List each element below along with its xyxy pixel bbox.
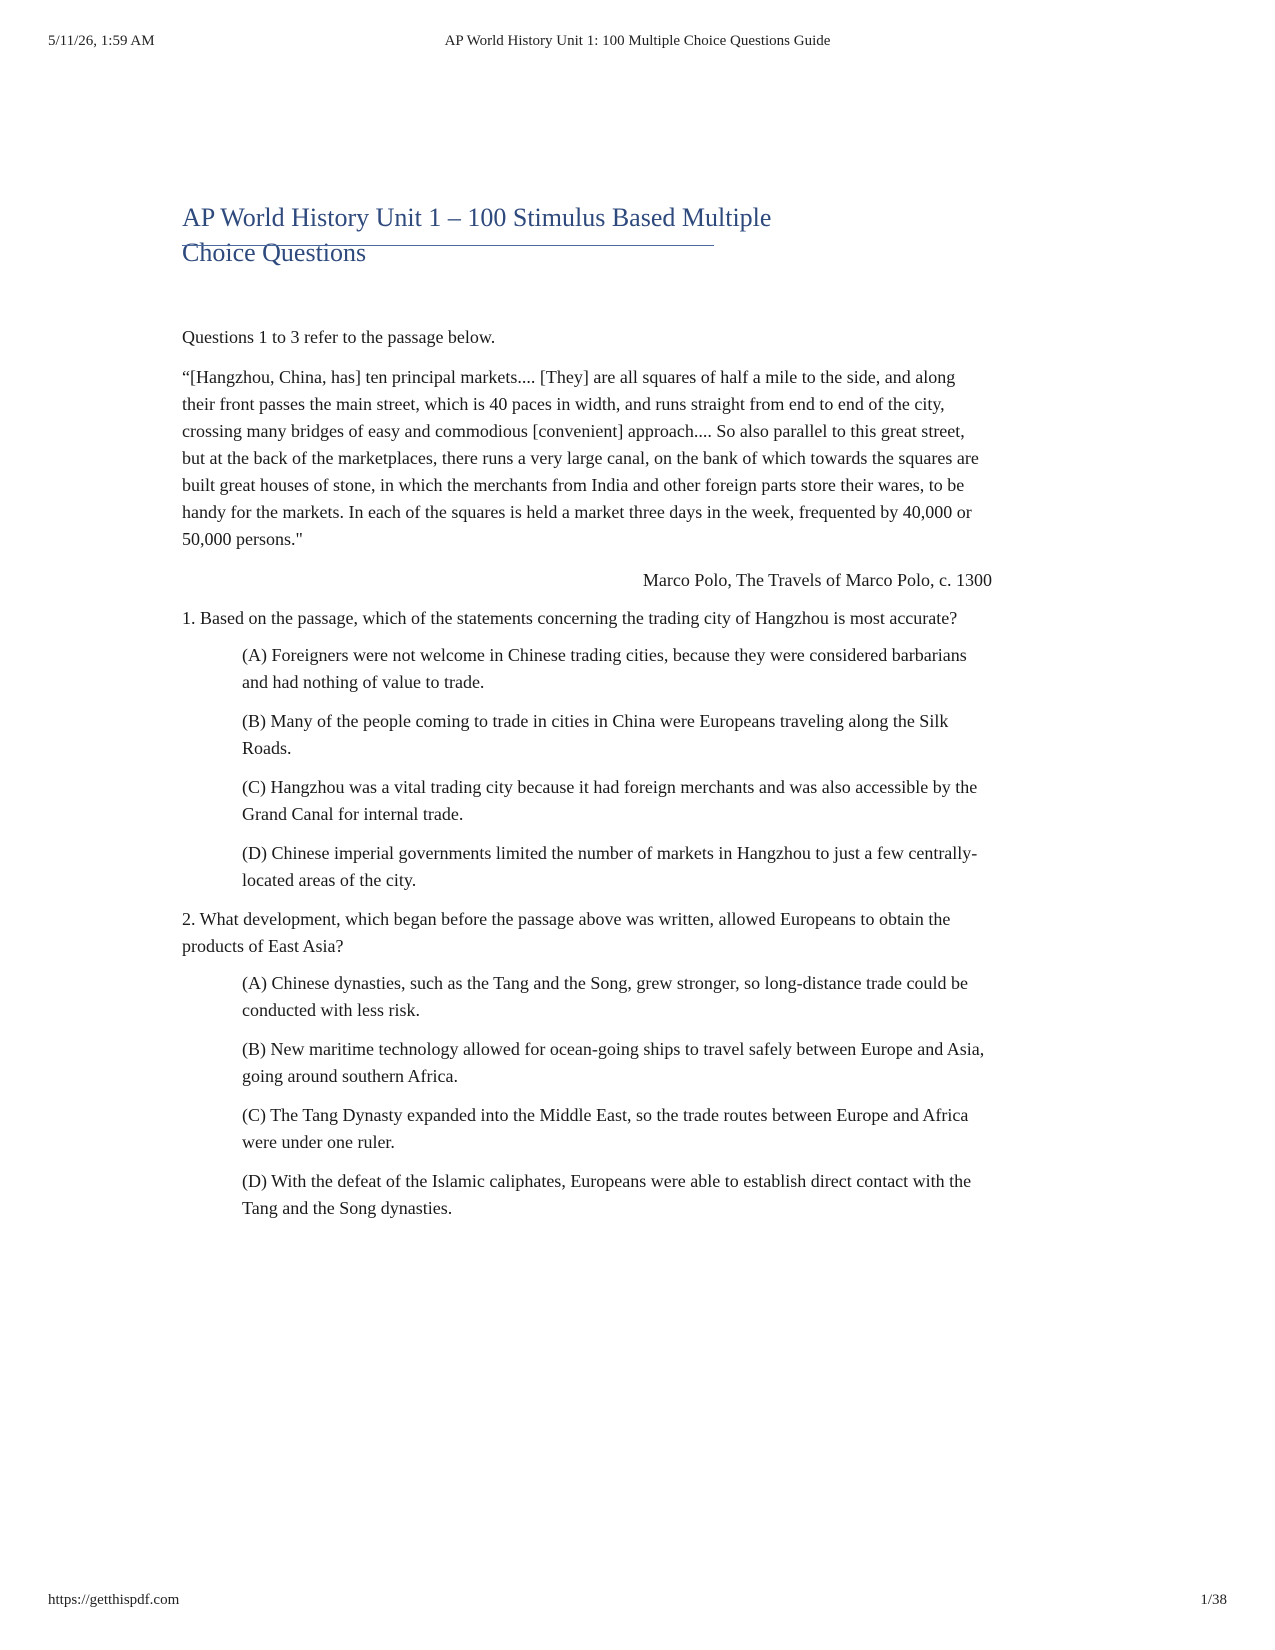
page-title: AP World History Unit 1 – 100 Stimulus Based Multiple Choice Questions — [182, 203, 772, 267]
choice-c: (C) Hangzhou was a vital trading city because it had foreign merchants and was also accessible by the Grand Canal for internal trade. — [242, 777, 978, 824]
document-content — [182, 200, 992, 1234]
answer-choices — [242, 642, 992, 894]
print-url: https://getthispdf.com — [48, 1592, 180, 1608]
choice-d: (D) With the defeat of the Islamic caliphates, Europeans were able to establish direct contact with the Tang and the Song dynasties. — [242, 1171, 972, 1218]
question-2 — [182, 906, 992, 1222]
print-page-title: AP World History Unit 1: 100 Multiple Choice Questions Guide — [444, 33, 831, 49]
choice-c: (C) The Tang Dynasty expanded into the Middle East, so the trade routes between Europe and Africa were under one ruler. — [242, 1105, 969, 1152]
choice-a: (A) Chinese dynasties, such as the Tang and the Song, grew stronger, so long-distance trade could be conducted with less risk. — [242, 973, 969, 1020]
page-number: 1/38 — [1200, 1592, 1227, 1608]
passage-attribution: Marco Polo, The Travels of Marco Polo, c. 1300 — [642, 570, 992, 590]
print-date: 5/11/26, 1:59 AM — [48, 33, 155, 49]
choice-d: (D) Chinese imperial governments limited the number of markets in Hangzhou to just a few centrally-located areas of the city. — [242, 843, 978, 890]
question-1 — [182, 605, 992, 894]
passage-intro: Questions 1 to 3 refer to the passage below. — [182, 327, 496, 347]
print-header — [48, 33, 1227, 53]
choice-b: (B) New maritime technology allowed for ocean-going ships to travel safely between Europe and Asia, going around southern Africa. — [242, 1039, 985, 1086]
question-text: 2. What development, which began before the passage above was written, allowed Europeans to obtain the products of East Asia? — [182, 909, 951, 956]
answer-choices — [242, 970, 992, 1222]
question-text: 1. Based on the passage, which of the statements concerning the trading city of Hangzhou is most accurate? — [182, 608, 958, 628]
print-footer — [48, 1592, 1227, 1612]
choice-a: (A) Foreigners were not welcome in Chinese trading cities, because they were considered barbarians and had nothing of value to trade. — [242, 645, 967, 692]
passage-text: “[Hangzhou, China, has] ten principal markets.... [They] are all squares of half a mile to the side, and along their front passes the main street, which is 40 paces in width, and runs straight from end to end of the city, crossing many bridges of easy and commodious [convenient] approach.... So also parallel to this great street, but at the back of the marketplaces, there runs a very large canal, on the bank of which towards the squares are built great houses of stone, in which the merchants from India and other foreign parts store their wares, to be handy for the markets. In each of the squares is held a market three days in the week, frequented by 40,000 or 50,000 persons." — [182, 367, 979, 549]
title-underline — [182, 245, 714, 246]
choice-b: (B) Many of the people coming to trade in cities in China were Europeans traveling along the Silk Roads. — [242, 711, 949, 758]
